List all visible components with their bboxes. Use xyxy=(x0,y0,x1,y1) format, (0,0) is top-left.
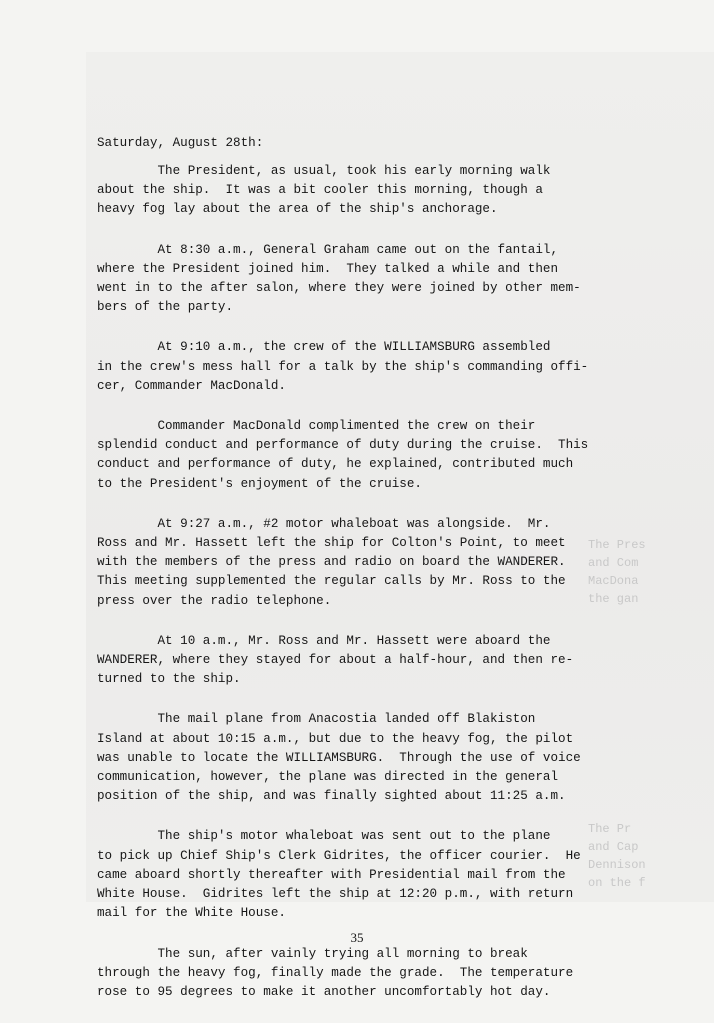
text-line: rose to 95 degrees to make it another uncomfortably hot day. xyxy=(97,984,551,999)
page-number: 35 xyxy=(350,930,364,945)
text-line: At 10 a.m., Mr. Ross and Mr. Hassett were aboard the xyxy=(97,633,551,648)
paragraph xyxy=(97,827,637,923)
text-line: through the heavy fog, finally made the grade. The temperature xyxy=(97,965,574,980)
text-line: White House. Gidrites left the ship at 12:20 p.m., with return xyxy=(97,887,574,902)
text-line: in the crew's mess hall for a talk by the ship's commanding offi- xyxy=(97,359,589,374)
text-line: conduct and performance of duty, he explained, contributed much xyxy=(97,457,574,472)
date-heading: Saturday, August 28th: xyxy=(97,136,264,150)
paragraph xyxy=(97,338,637,396)
text-line: Island at about 10:15 a.m., but due to the heavy fog, the pilot xyxy=(97,731,574,746)
text-line: The sun, after vainly trying all morning to break xyxy=(97,946,528,961)
text-line: mail for the White House. xyxy=(97,906,286,921)
text-line: Ross and Mr. Hassett left the ship for Colton's Point, to meet xyxy=(97,536,566,551)
text-line: came aboard shortly thereafter with Presidential mail from the xyxy=(97,867,566,882)
text-line: with the members of the press and radio on board the WANDERER. xyxy=(97,555,566,570)
text-line: heavy fog lay about the area of the ship's anchorage. xyxy=(97,202,498,217)
text-line: This meeting supplemented the regular calls by Mr. Ross to the xyxy=(97,574,566,589)
text-line: cer, Commander MacDonald. xyxy=(97,378,286,393)
text-line: Commander MacDonald complimented the crew on their xyxy=(97,419,536,434)
text-line: was unable to locate the WILLIAMSBURG. Through the use of voice xyxy=(97,750,581,765)
paragraph xyxy=(97,515,637,611)
text-line: The mail plane from Anacostia landed off Blakiston xyxy=(97,712,536,727)
text-line: about the ship. It was a bit cooler this morning, though a xyxy=(97,183,543,198)
text-line: communication, however, the plane was directed in the general xyxy=(97,770,559,785)
document-body xyxy=(97,134,637,1023)
bleed-through-text: The Pr and Cap Dennison on the f xyxy=(588,822,646,890)
text-line: The ship's motor whaleboat was sent out to the plane xyxy=(97,829,551,844)
text-line: to the President's enjoyment of the cruise. xyxy=(97,476,422,491)
paragraph xyxy=(97,945,637,1003)
bleed-through-text: The Pres and Com MacDona the gan xyxy=(588,538,646,606)
text-line: went in to the after salon, where they were joined by other mem- xyxy=(97,281,581,296)
paragraph xyxy=(97,417,637,494)
text-line: turned to the ship. xyxy=(97,672,241,687)
text-line: where the President joined him. They talked a while and then xyxy=(97,261,559,276)
text-line: splendid conduct and performance of duty during the cruise. This xyxy=(97,438,589,453)
text-line: At 9:27 a.m., #2 motor whaleboat was alongside. Mr. xyxy=(97,516,551,531)
text-line: press over the radio telephone. xyxy=(97,593,332,608)
paragraph xyxy=(97,241,637,318)
paragraph xyxy=(97,162,637,220)
paragraph xyxy=(97,710,637,806)
text-line: bers of the party. xyxy=(97,300,234,315)
paragraph xyxy=(97,632,637,690)
text-line: At 9:10 a.m., the crew of the WILLIAMSBURG assembled xyxy=(97,340,551,355)
text-line: The President, as usual, took his early morning walk xyxy=(97,164,551,178)
text-line: position of the ship, and was finally sighted about 11:25 a.m. xyxy=(97,789,566,804)
text-line: At 8:30 a.m., General Graham came out on the fantail, xyxy=(97,242,559,257)
text-line: WANDERER, where they stayed for about a half-hour, and then re- xyxy=(97,653,574,668)
text-line: to pick up Chief Ship's Clerk Gidrites, the officer courier. He xyxy=(97,848,581,863)
